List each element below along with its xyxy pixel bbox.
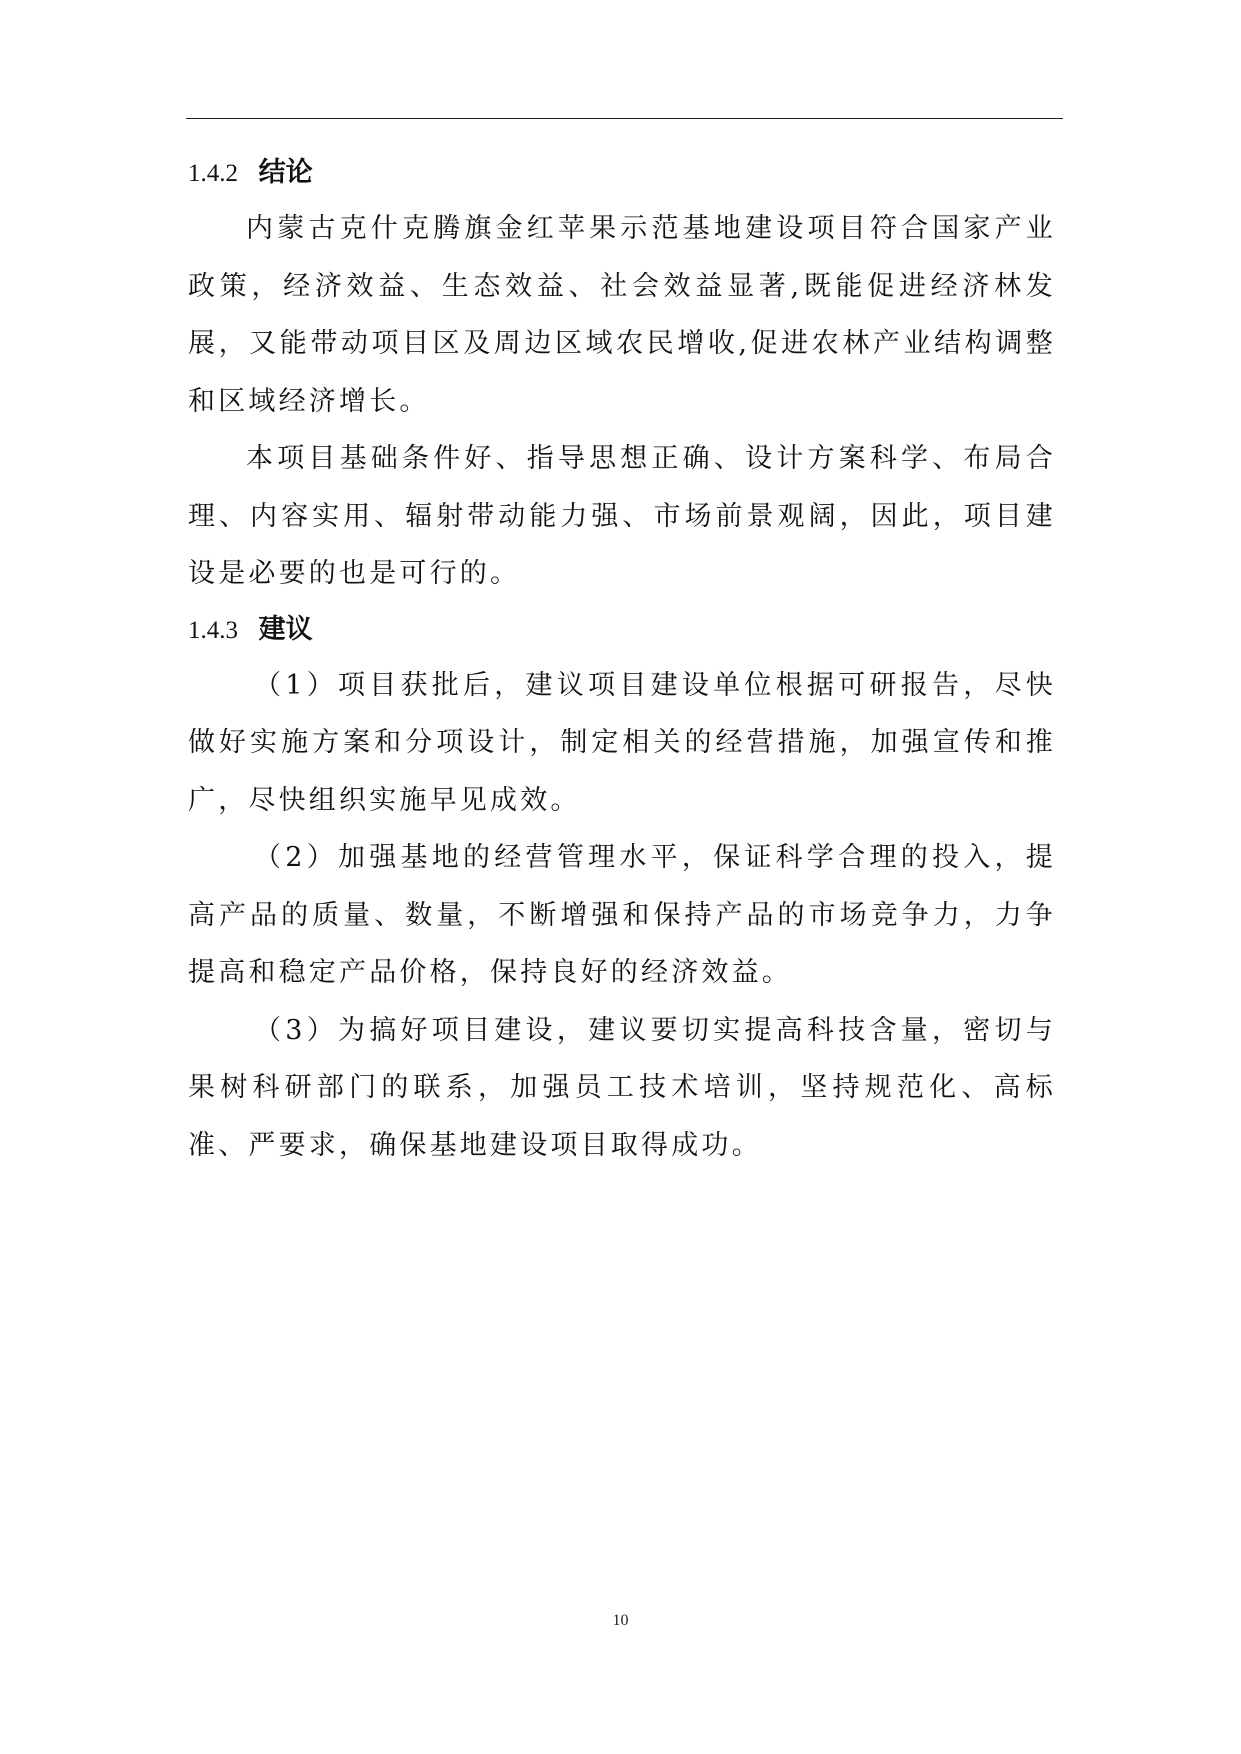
suggestion-paragraph: （1）项目获批后，建议项目建设单位根据可研报告，尽快做好实施方案和分项设计，制定相关的经营措施，加强宣传和推广，尽快组织实施早见成效。 <box>188 669 1056 816</box>
section-title: 建议 <box>258 613 313 645</box>
suggestion-paragraph: （3）为搞好项目建设，建议要切实提高科技含量，密切与果树科研部门的联系，加强员工技术培训，坚持规范化、高标准、严要求，确保基地建设项目取得成功。 <box>188 1014 1056 1161</box>
conclusion-paragraph: 内蒙古克什克腾旗金红苹果示范基地建设项目符合国家产业政策，经济效益、生态效益、社会效益显著,既能促进经济林发展，又能带动项目区及周边区域农民增收,促进农林产业结构调整和区域经济增长。 <box>188 213 1056 417</box>
section-title: 结论 <box>258 157 313 188</box>
header-rule <box>186 118 1063 119</box>
suggestion-paragraph: （2）加强基地的经营管理水平，保证科学合理的投入，提高产品的质量、数量，不断增强和保持产品的市场竞争力，力争提高和稳定产品价格，保持良好的经济效益。 <box>188 842 1056 988</box>
section-heading-conclusion <box>188 146 1056 200</box>
conclusion-paragraph: 本项目基础条件好、指导思想正确、设计方案科学、布局合理、内容实用、辐射带动能力强、市场前景观阔，因此，项目建设是必要的也是可行的。 <box>188 443 1056 589</box>
section-heading-suggestions <box>188 603 1056 657</box>
page-number: 10 <box>612 1612 629 1629</box>
section-number: 1.4.3 <box>188 616 238 644</box>
page-body <box>188 146 1056 1174</box>
section-number: 1.4.2 <box>188 160 238 187</box>
